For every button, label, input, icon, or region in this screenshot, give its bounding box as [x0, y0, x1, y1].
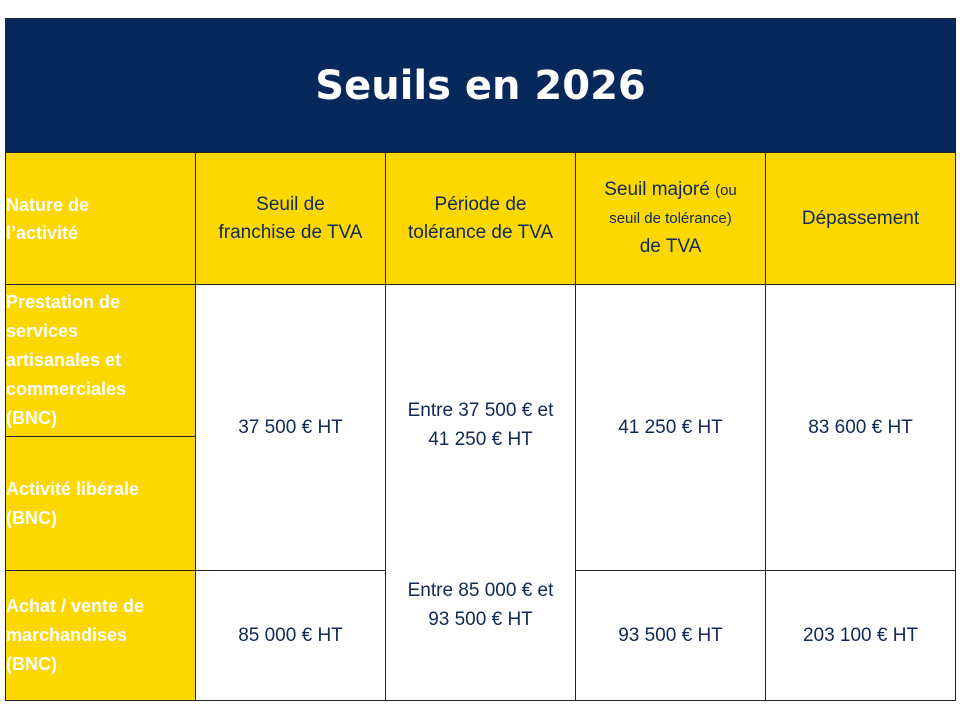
row-label-line: artisanales et	[6, 350, 122, 370]
title-row	[6, 19, 956, 153]
header-seuil-franchise	[196, 153, 386, 285]
periode-marchandises-line-1: Entre 85 000 € et	[407, 580, 554, 601]
row-label-line: Activité libérale	[6, 478, 140, 499]
header-seuil-majore-suffix: de TVA	[639, 236, 702, 257]
row-label-activite-liberale	[6, 437, 196, 571]
header-depassement: Dépassement	[766, 153, 956, 285]
slide-title: Seuils en 2026	[6, 19, 956, 153]
value-seuil-majore-marchandises: 93 500 € HT	[576, 571, 766, 701]
row-label-line: Prestation de	[6, 292, 121, 312]
header-seuil-majore-line-1	[576, 176, 765, 205]
header-periode-tolerance	[386, 153, 576, 285]
row-label-line: commerciales	[6, 379, 127, 399]
row-label-line: marchandises	[6, 625, 128, 645]
value-depassement-services: 83 600 € HT	[766, 285, 956, 571]
header-seuil-majore-paren-1: (ou	[715, 182, 737, 199]
row-label-line: (BNC)	[6, 507, 57, 528]
value-depassement-marchandises: 203 100 € HT	[766, 571, 956, 701]
header-row	[6, 153, 956, 285]
periode-services-line-1: Entre 37 500 € et	[407, 400, 554, 421]
row-label-achat-vente	[6, 571, 196, 701]
row-label-prestation-services	[6, 285, 196, 437]
row-label-line: (BNC)	[6, 408, 57, 428]
periode-services-line-2: 41 250 € HT	[428, 429, 533, 450]
spacer	[386, 454, 575, 576]
header-nature	[6, 153, 196, 285]
header-seuil-majore	[576, 153, 766, 285]
header-seuil-franchise-line-2: franchise de TVA	[218, 221, 363, 243]
header-nature-line-2: l’activité	[6, 222, 79, 243]
value-seuil-franchise-services: 37 500 € HT	[196, 285, 386, 571]
header-nature-line-1: Nature de	[6, 194, 90, 215]
value-seuil-majore-services: 41 250 € HT	[576, 285, 766, 571]
table-row	[6, 285, 956, 437]
header-periode-tolerance-line-2: tolérance de TVA	[407, 221, 554, 243]
header-seuil-franchise-line-1: Seuil de	[256, 193, 325, 215]
value-seuil-franchise-marchandises: 85 000 € HT	[196, 571, 386, 701]
header-seuil-majore-paren-2: seuil de tolérance)	[609, 210, 732, 227]
row-label-line: Achat / vente de	[6, 596, 145, 616]
periode-marchandises-line-2: 93 500 € HT	[428, 609, 533, 630]
value-periode-tolerance-merged	[386, 285, 576, 701]
header-seuil-majore-main: Seuil majoré	[604, 179, 710, 200]
header-periode-tolerance-line-1: Période de	[434, 193, 527, 215]
thresholds-table	[5, 18, 956, 701]
row-label-line: services	[6, 321, 79, 341]
row-label-line: (BNC)	[6, 654, 57, 674]
